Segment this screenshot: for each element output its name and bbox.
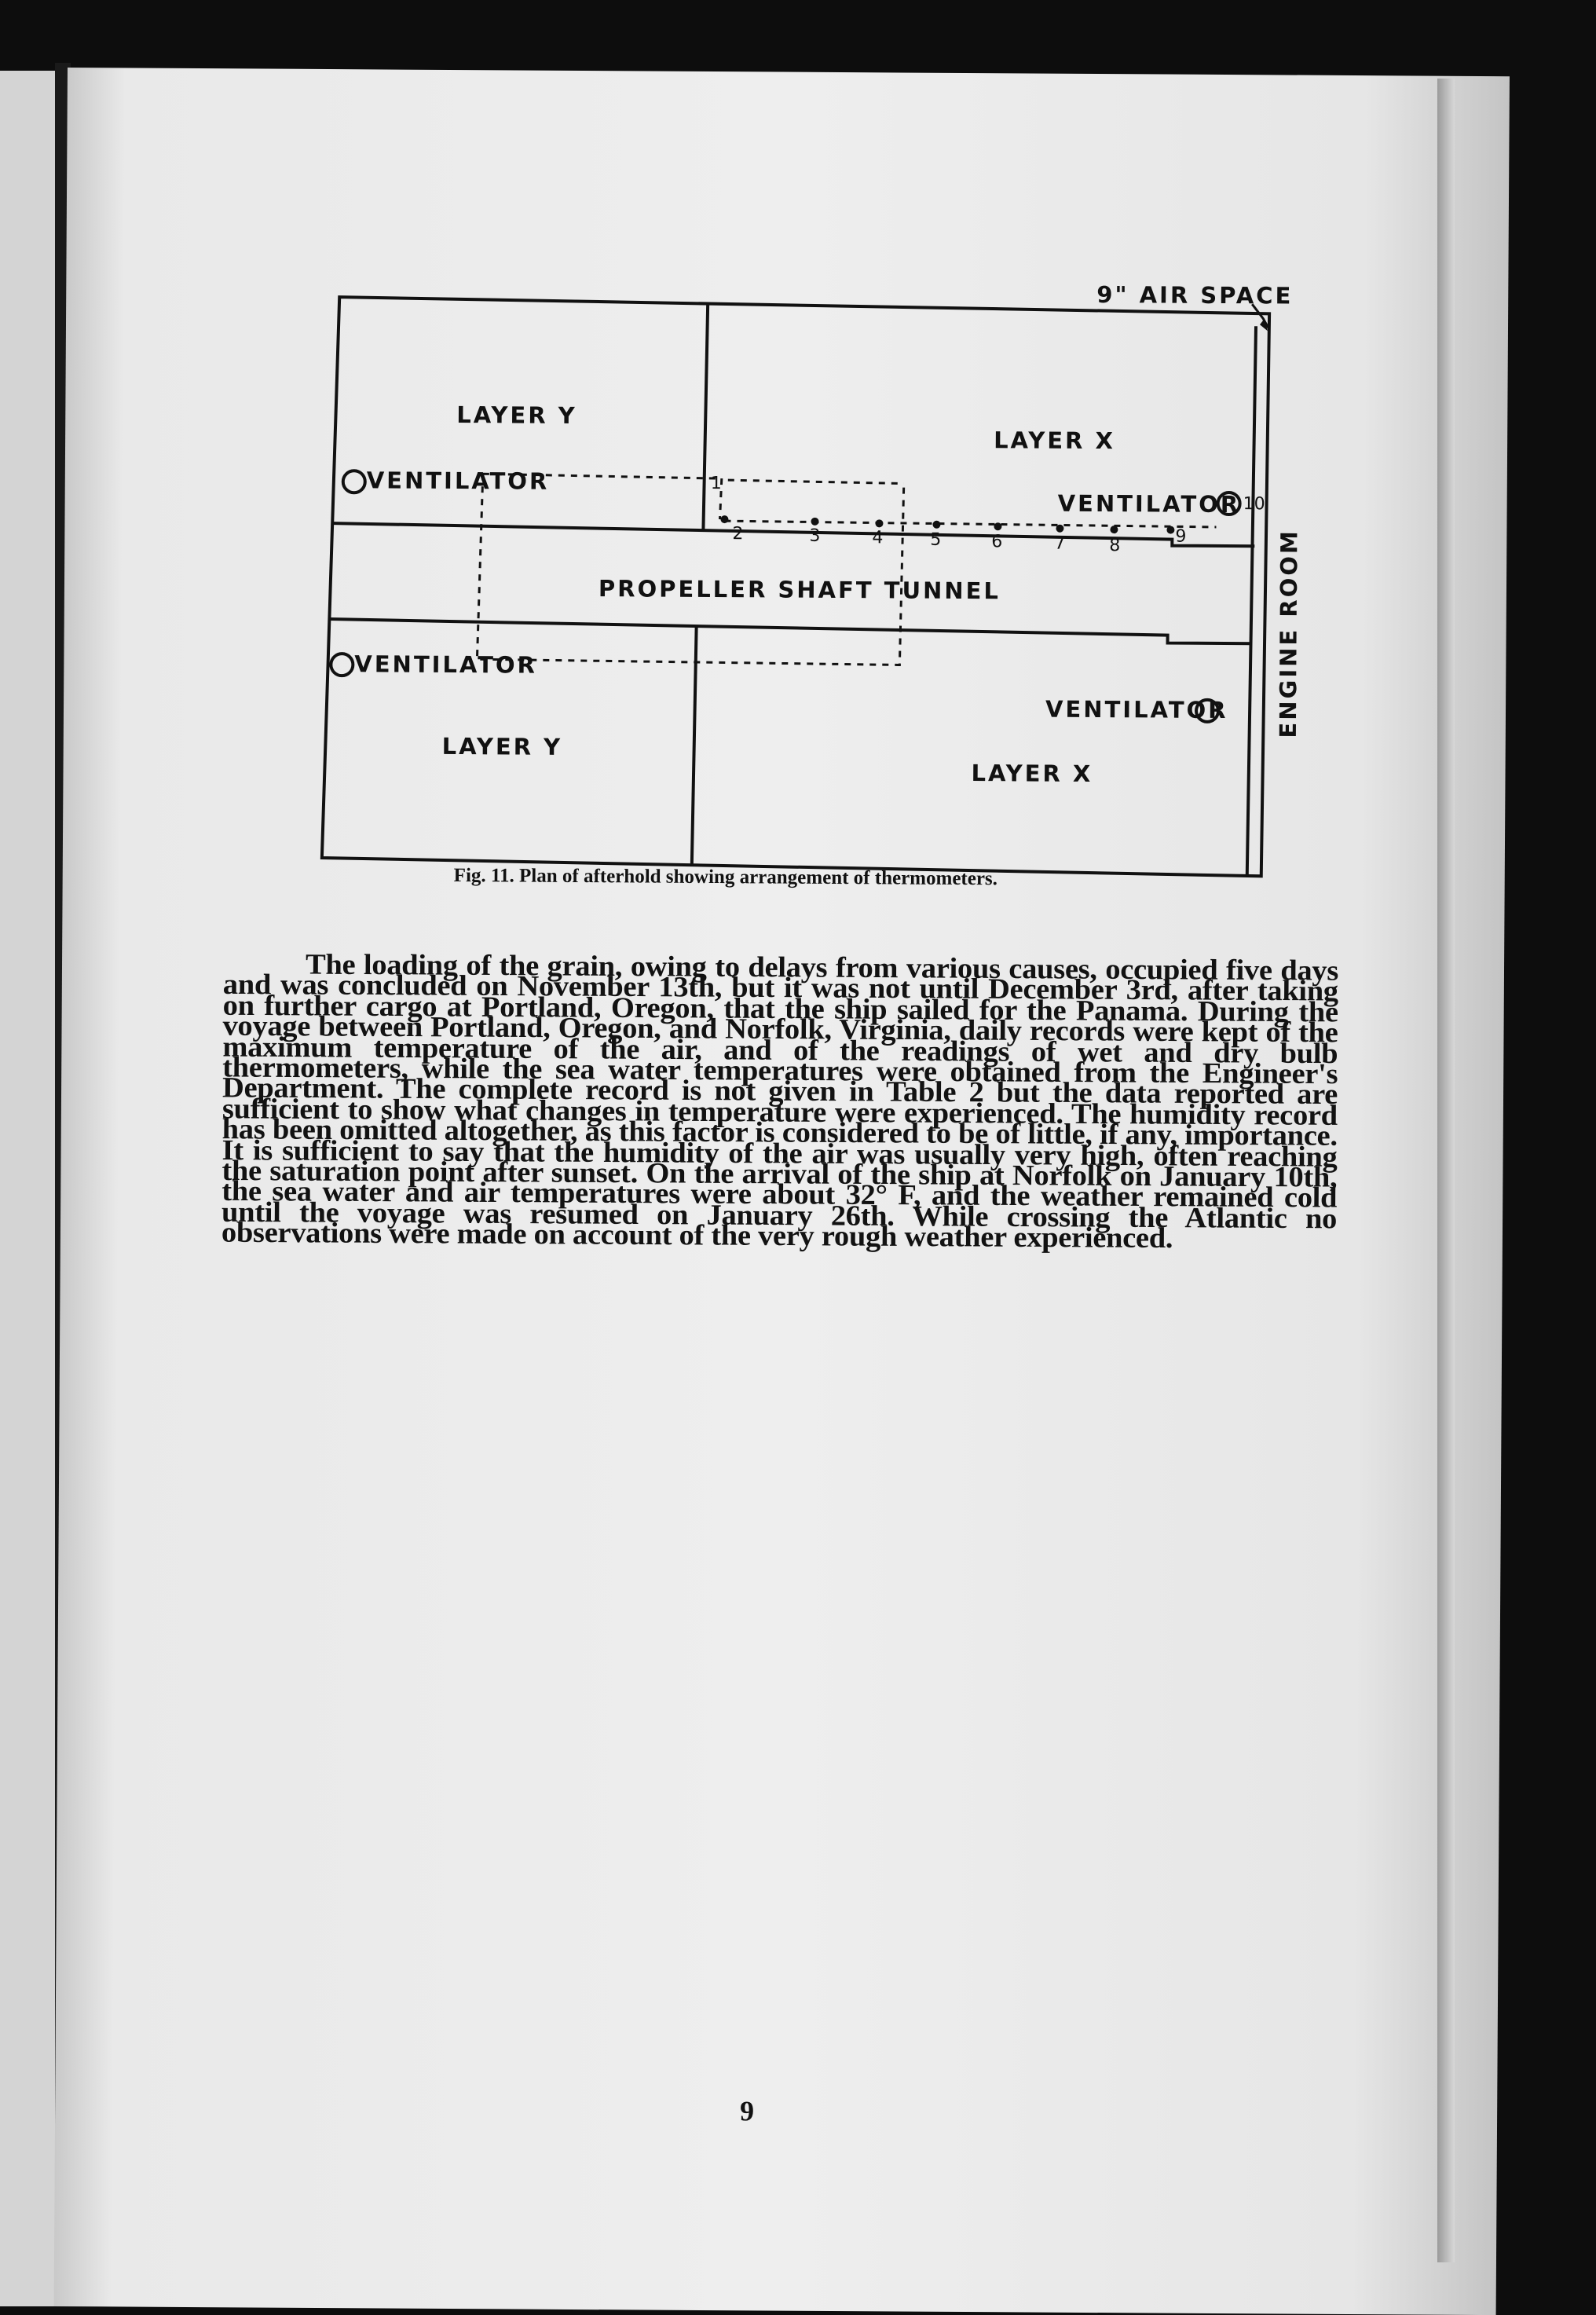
adjacent-page-edge: [0, 71, 55, 2306]
layer-x-bottom-label: LAYER X: [971, 760, 1093, 787]
document-page: [54, 68, 1510, 2315]
layer-y-top-label: LAYER Y: [456, 401, 577, 429]
layer-x-top-label: LAYER X: [994, 427, 1115, 455]
ventilator-top-left-label: VENTILATOR: [366, 467, 550, 495]
ventilator-bottom-right-label: VENTILATOR: [1045, 695, 1228, 724]
layer-y-bottom-label: LAYER Y: [441, 732, 563, 760]
air-space-label: 9" AIR SPACE: [1096, 281, 1294, 310]
page-number: 9: [740, 2095, 755, 2127]
thermometer-5: 5: [930, 529, 942, 550]
thermometer-2: 2: [732, 524, 744, 544]
engine-room-label: ENGINE ROOM: [1274, 529, 1303, 738]
body-paragraph: The loading of the grain, owing to delays from various causes, occupied five days and was concluded on November 13th, but it was not until December 3rd, after taking on further cargo at Portland, Oregon, that the ship sailed for the Panama. During the voyage between Portland, Oregon, and Norfolk, Virginia, daily records were kept of the maximum temperature of the air, and of the readings of wet and dry bulb thermometers, while the sea water temperatures were obtained from the Engineer's Department. The complete record is not given in Table 2 but the data reported are sufficient to show what changes in temperature were experienced. The humidity record has been omitted altogether, as this factor is considered to be of little, if any, importance. It is sufficient to say that the humidity of the air was usually very high, often reaching the saturation point after sunset. On the arrival of the ship at Norfolk on January 10th, the sea water and air temperatures were about 32° F, and the weather remained cold until the voyage was resumed on January 26th. While crossing the Atlantic no observations were made on account of the very rough weather experienced.: [221, 948, 1339, 1255]
thermometer-3: 3: [809, 526, 821, 546]
propeller-shaft-tunnel-label: PROPELLER SHAFT TUNNEL: [598, 575, 1001, 605]
thermometer-6: 6: [991, 532, 1003, 552]
thermometer-8: 8: [1109, 536, 1121, 556]
thermometer-4: 4: [872, 528, 884, 548]
page-right-edge: [1437, 79, 1455, 2262]
ventilator-bottom-left-label: VENTILATOR: [354, 650, 538, 679]
figure-caption: Fig. 11. Plan of afterhold showing arrangement of thermometers.: [453, 865, 998, 890]
thermometer-9: 9: [1175, 526, 1187, 547]
body-paragraph-block: [221, 948, 1339, 1255]
thermometer-7: 7: [1054, 533, 1066, 554]
thermometer-1: 1: [710, 474, 722, 494]
ventilator-top-right-label: VENTILATOR: [1057, 489, 1241, 518]
thermometer-10: 10: [1243, 494, 1265, 515]
afterhold-plan-figure: [298, 281, 1323, 908]
